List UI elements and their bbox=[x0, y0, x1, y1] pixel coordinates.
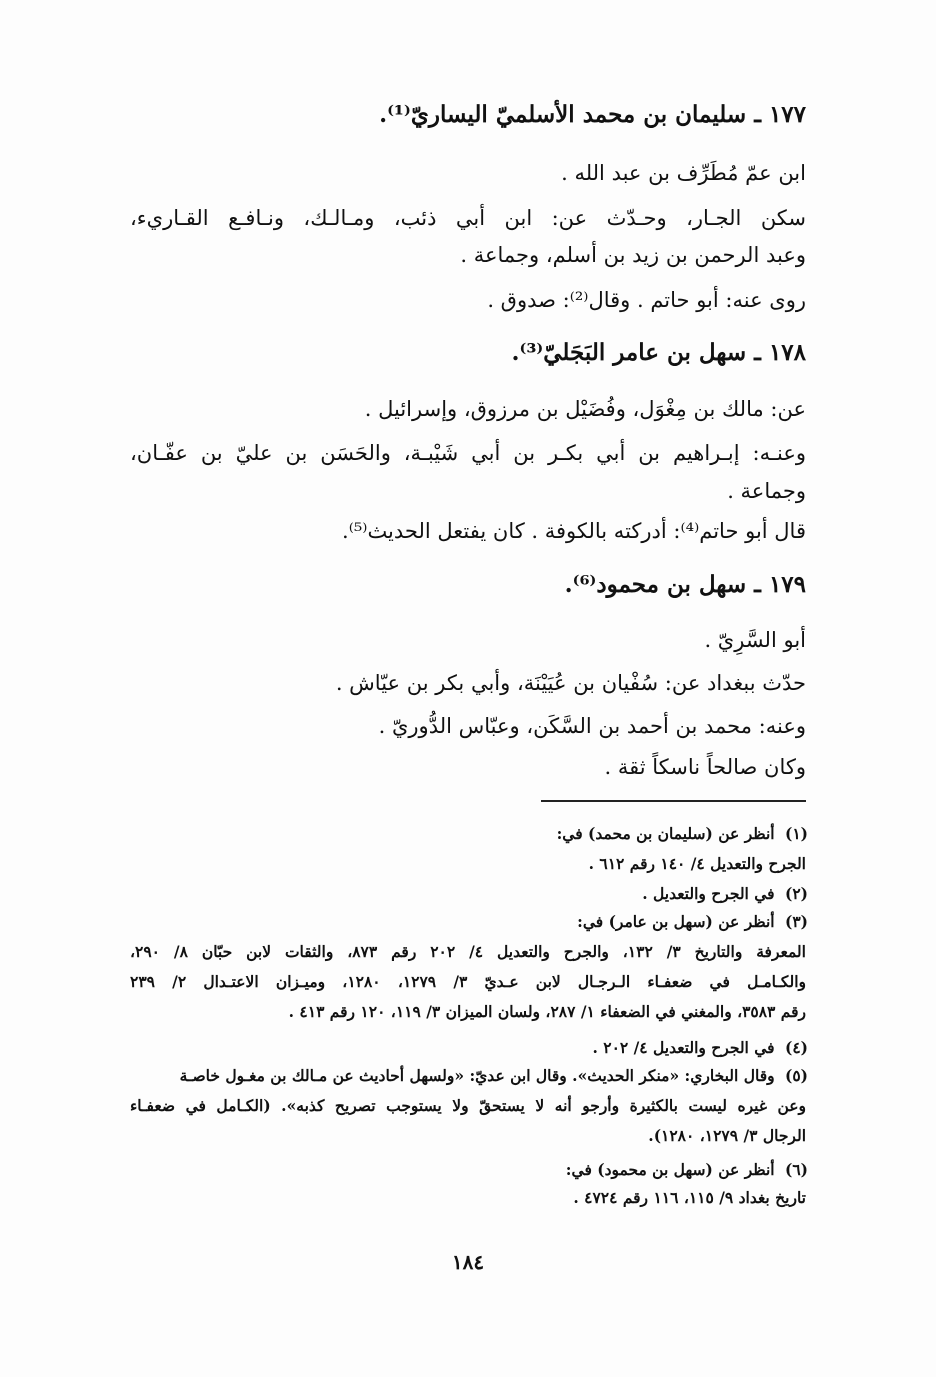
footnote-text: أنظر عن (سهل بن عامر) في: bbox=[577, 912, 775, 931]
entry-178-line: عن: مالك بن مِغْوَل، وفُضَيْل بن مرزوق، وإسرائيل . bbox=[364, 397, 806, 421]
entry-178-line: وعنـه: إبـراهيم بن أبي بكـر بن أبي شَيْبـة، والحَسَن بن عليّ بن عفّـان، bbox=[130, 441, 806, 465]
entry-178-line: قال أبو حاتم⁽⁴⁾: أدركته بالكوفة . كان يفتعل الحديث⁽⁵⁾. bbox=[342, 519, 806, 543]
footnote-number: (٣) bbox=[784, 912, 808, 931]
entry-177-heading: ١٧٧ ـ سليمان بن محمد الأسلميّ اليساريّ⁽¹⁾. bbox=[379, 101, 806, 128]
entry-177-line: روى عنه: أبو حاتم . وقال⁽²⁾: صدوق . bbox=[487, 288, 806, 312]
entry-179-line: أبو السَّرِيّ . bbox=[704, 628, 806, 652]
footnote-number: (٥) bbox=[784, 1066, 808, 1085]
footnote-text: رقم ٣٥٨٣، والمغني في الضعفاء ١/ ٢٨٧، ولسان الميزان ٣/ ١١٩، ١٢٠ رقم ٤١٣ . bbox=[288, 1002, 806, 1021]
footnote-6 bbox=[566, 1158, 808, 1182]
footnote-text: الرجال ٣/ ١٢٧٩، ١٢٨٠). bbox=[648, 1126, 806, 1145]
footnote-text: في الجرح والتعديل . bbox=[642, 884, 775, 903]
footnote-text: أنظر عن (سهل بن محمود) في: bbox=[565, 1160, 775, 1179]
entry-179-heading: ١٧٩ ـ سهل بن محمود⁽⁶⁾. bbox=[564, 571, 806, 598]
entry-178-heading: ١٧٨ ـ سهل بن عامر البَجَليّ⁽³⁾. bbox=[511, 339, 806, 366]
footnote-text: الجرح والتعديل ٤/ ١٤٠ رقم ٦١٢ . bbox=[588, 854, 806, 873]
entry-177-line: وعبد الرحمن بن زيد بن أسلم، وجماعة . bbox=[460, 243, 806, 267]
entry-179-line: حدّث ببغداد عن: سُفْيان بن عُيَيْنَة، وأبي بكر بن عيّاش . bbox=[335, 671, 806, 695]
footnote-text: وعن غيره ليست بالكثيرة وأرجو أنه لا يستحقّ ولا يستوجب تصريح كذبه». (الكـامل في ضعفـاء bbox=[130, 1096, 806, 1115]
footnote-text: أنظر عن (سليمان بن محمد) في: bbox=[556, 824, 775, 843]
footnote-5 bbox=[130, 1064, 808, 1088]
footnote-number: (٦) bbox=[784, 1160, 808, 1179]
footnote-4 bbox=[592, 1036, 808, 1060]
footnote-1 bbox=[557, 822, 808, 846]
footnote-text: والكـامـل في ضعفـاء الـرجـال لابن عـديّ ٣/ ١٢٧٩، ١٢٨٠، وميـزان الاعتـدال ٢/ ٢٣٩ bbox=[130, 972, 806, 991]
entry-177-line: سكن الجـار، وحـدّث عن: ابن أبي ذئب، ومـالـك، ونـافـع القـاريء، bbox=[130, 206, 806, 230]
footnote-3 bbox=[577, 910, 808, 934]
entry-179-line: وعنه: محمد بن أحمد بن السَّكَن، وعبّاس الدُّوريّ . bbox=[378, 714, 806, 738]
footnote-separator bbox=[541, 800, 806, 802]
entry-178-line: وجماعة . bbox=[727, 479, 806, 503]
footnote-text: في الجرح والتعديل ٤/ ٢٠٢ . bbox=[592, 1038, 775, 1057]
footnote-text: تاريخ بغداد ٩/ ١١٥، ١١٦ رقم ٤٧٢٤ . bbox=[573, 1188, 806, 1207]
footnote-number: (١) bbox=[784, 824, 808, 843]
footnote-text: المعرفة والتاريخ ٣/ ١٣٢، والجرح والتعديل ٤/ ٢٠٢ رقم ٨٧٣، والثقات لابن حبّان ٨/ ٢٩٠، bbox=[130, 942, 806, 961]
footnote-number: (٤) bbox=[784, 1038, 808, 1057]
entry-179-line: وكان صالحاً ناسكاً ثقة . bbox=[604, 755, 806, 779]
entry-177-line: ابن عمّ مُطَرِّف بن عبد الله . bbox=[561, 161, 806, 185]
footnote-text: وقال البخاري: «منكر الحديث». وقال ابن عديّ: «ولسهل أحاديث عن مـالك بن مغـول خاصـة bbox=[179, 1066, 775, 1085]
footnote-number: (٢) bbox=[784, 884, 808, 903]
footnote-2 bbox=[642, 882, 808, 906]
page-number: ١٨٤ bbox=[451, 1250, 485, 1274]
